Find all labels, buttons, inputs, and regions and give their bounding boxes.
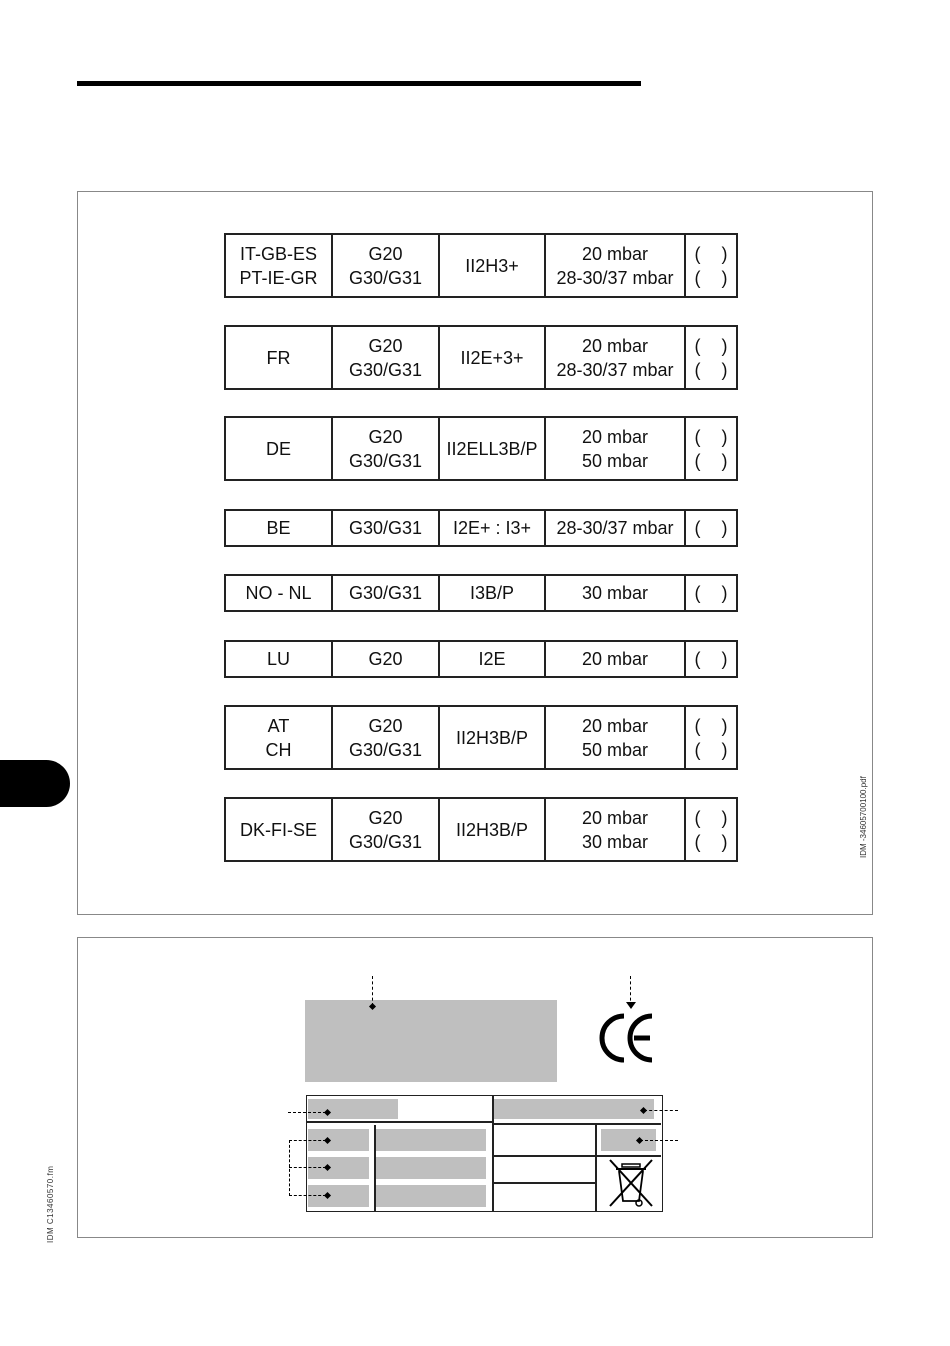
country-cell-text: BE xyxy=(266,518,291,538)
pressure-cell xyxy=(546,235,686,296)
callout-line xyxy=(644,1110,678,1111)
gas-type-cell-text: G20 xyxy=(368,715,403,736)
gas-type-cell-text: G30/G31 xyxy=(348,831,423,852)
category-cell xyxy=(440,642,546,676)
category-cell xyxy=(440,511,546,545)
callout-line xyxy=(289,1167,326,1168)
mark-cell-text: ( ) xyxy=(694,426,736,447)
mark-cell-text: ( ) xyxy=(694,807,736,828)
country-cell xyxy=(226,799,333,860)
data-value-field xyxy=(376,1129,486,1151)
gas-type-cell-text: G20 xyxy=(368,335,403,356)
gas-type-cell-text: G30/G31 xyxy=(348,518,423,538)
category-cell xyxy=(440,327,546,388)
pressure-cell-text: 20 mbar xyxy=(581,335,649,356)
pressure-cell-text: 30 mbar xyxy=(581,583,649,603)
pressure-cell-text: 20 mbar xyxy=(581,649,649,669)
mark-cell-text: ( ) xyxy=(694,335,736,356)
gas-table-row xyxy=(224,325,738,390)
mark-cell-text: ( ) xyxy=(694,583,736,603)
category-cell-text: II2H3+ xyxy=(465,255,519,276)
weee-bin-icon xyxy=(606,1158,656,1210)
serial-field xyxy=(494,1099,654,1119)
mark-cell-text: ( ) xyxy=(694,267,736,288)
gas-type-cell-text: G20 xyxy=(368,243,403,264)
header-rule xyxy=(77,81,641,86)
callout-line xyxy=(289,1140,290,1196)
mark-cell xyxy=(686,418,736,479)
callout-line xyxy=(289,1195,326,1196)
callout-line xyxy=(640,1140,678,1141)
category-cell-text: II2H3B/P xyxy=(455,727,529,748)
data-value-field xyxy=(376,1157,486,1179)
mark-cell-text: ( ) xyxy=(694,739,736,760)
gas-type-cell xyxy=(333,576,440,610)
category-cell-text: II2ELL3B/P xyxy=(446,438,538,459)
mark-cell-text: ( ) xyxy=(694,243,736,264)
gas-table-row xyxy=(224,640,738,678)
pressure-cell-text: 28-30/37 mbar xyxy=(556,359,674,380)
pressure-cell-text: 28-30/37 mbar xyxy=(556,518,674,538)
gas-table-row xyxy=(224,705,738,770)
mark-cell-text: ( ) xyxy=(694,359,736,380)
mark-cell xyxy=(686,511,736,545)
category-cell-text: I2E+ : I3+ xyxy=(452,518,532,538)
mark-cell xyxy=(686,642,736,676)
mark-cell-text: ( ) xyxy=(694,518,736,538)
mark-cell xyxy=(686,576,736,610)
category-cell xyxy=(440,799,546,860)
figure-file-reference: IDM -34605700100.pdf xyxy=(859,776,868,858)
model-field xyxy=(308,1099,398,1119)
pressure-cell-text: 20 mbar xyxy=(581,243,649,264)
pressure-cell-text: 20 mbar xyxy=(581,715,649,736)
category-cell xyxy=(440,418,546,479)
pressure-cell-text: 50 mbar xyxy=(581,450,649,471)
category-cell-text: II2E+3+ xyxy=(460,347,524,368)
gas-type-cell-text: G20 xyxy=(368,807,403,828)
gas-table-row xyxy=(224,233,738,298)
mark-cell-text: ( ) xyxy=(694,715,736,736)
gas-type-cell xyxy=(333,642,440,676)
pressure-cell-text: 30 mbar xyxy=(581,831,649,852)
mark-cell xyxy=(686,327,736,388)
gas-type-cell xyxy=(333,418,440,479)
gas-type-cell xyxy=(333,235,440,296)
section-tab xyxy=(0,760,70,807)
category-cell xyxy=(440,576,546,610)
mark-cell xyxy=(686,235,736,296)
gas-type-cell xyxy=(333,511,440,545)
gas-table-row xyxy=(224,416,738,481)
callout-line xyxy=(289,1140,326,1141)
pressure-cell xyxy=(546,511,686,545)
manufacturer-area xyxy=(305,1000,557,1082)
country-cell xyxy=(226,642,333,676)
country-cell-text: NO - NL xyxy=(245,583,312,603)
country-cell-text: IT-GB-ES xyxy=(239,243,317,264)
callout-line xyxy=(288,1112,326,1113)
category-cell-text: II2H3B/P xyxy=(455,819,529,840)
country-cell-text: PT-IE-GR xyxy=(239,267,318,288)
mark-cell xyxy=(686,799,736,860)
pressure-cell-text: 50 mbar xyxy=(581,739,649,760)
country-cell xyxy=(226,235,333,296)
category-cell xyxy=(440,707,546,768)
gas-type-cell xyxy=(333,799,440,860)
gas-type-cell-text: G30/G31 xyxy=(348,739,423,760)
country-cell-text: LU xyxy=(266,649,290,669)
gas-type-cell-text: G20 xyxy=(368,426,403,447)
pressure-cell-text: 20 mbar xyxy=(581,426,649,447)
mark-cell-text: ( ) xyxy=(694,450,736,471)
pressure-cell-text: 20 mbar xyxy=(581,807,649,828)
data-value-field xyxy=(376,1185,486,1207)
category-cell xyxy=(440,235,546,296)
gas-type-cell-text: G20 xyxy=(368,649,403,669)
pressure-cell xyxy=(546,707,686,768)
gas-type-cell-text: G30/G31 xyxy=(348,450,423,471)
category-cell-text: I3B/P xyxy=(469,583,515,603)
country-cell xyxy=(226,707,333,768)
callout-arrow-icon xyxy=(626,1002,636,1009)
pressure-cell xyxy=(546,418,686,479)
data-label-field xyxy=(308,1185,369,1207)
country-cell-text: DE xyxy=(265,438,291,459)
ce-mark-icon xyxy=(596,1008,658,1070)
country-cell-text: CH xyxy=(265,739,292,760)
document-file-reference: IDM C13460570.fm xyxy=(46,1165,55,1243)
country-cell xyxy=(226,418,333,479)
gas-type-cell-text: G30/G31 xyxy=(348,583,423,603)
pressure-cell xyxy=(546,642,686,676)
country-cell xyxy=(226,511,333,545)
gas-type-cell-text: G30/G31 xyxy=(348,267,423,288)
category-cell-text: I2E xyxy=(478,649,506,669)
country-cell xyxy=(226,327,333,388)
data-label-field xyxy=(308,1157,369,1179)
pressure-cell xyxy=(546,799,686,860)
pressure-cell-text: 28-30/37 mbar xyxy=(556,267,674,288)
gas-table-row xyxy=(224,509,738,547)
gas-type-cell xyxy=(333,327,440,388)
country-cell-text: AT xyxy=(267,715,290,736)
mark-cell xyxy=(686,707,736,768)
gas-type-cell-text: G30/G31 xyxy=(348,359,423,380)
mark-cell-text: ( ) xyxy=(694,649,736,669)
pressure-cell xyxy=(546,576,686,610)
gas-table-row xyxy=(224,574,738,612)
gas-type-cell xyxy=(333,707,440,768)
mark-cell-text: ( ) xyxy=(694,831,736,852)
country-cell-text: DK-FI-SE xyxy=(239,819,317,840)
pressure-cell xyxy=(546,327,686,388)
country-cell xyxy=(226,576,333,610)
country-cell-text: FR xyxy=(266,347,291,368)
callout-line xyxy=(372,976,373,1006)
gas-table-row xyxy=(224,797,738,862)
